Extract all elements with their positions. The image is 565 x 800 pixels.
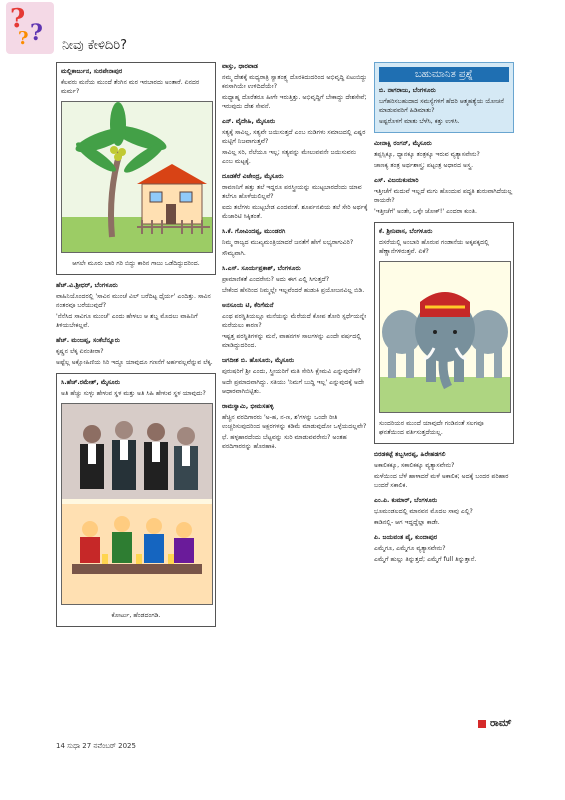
featured-question-box [374, 62, 514, 133]
question-text: ಬಗೆಹರಿಸಬಹುದಾದ ಸಮಸ್ಯೆಗಳಿಗೆ ಹೆದರಿ ಆತ್ಮಹತ್ಯೆಯ ಯೋಚನೆ ಮಾಡುವವರಿಗೆ ಹಿಡಿಮಾತು? [379, 98, 504, 114]
question-text: ತಪ್ಪಸ್ಸಿಕ್ಕೂ, ಧ್ಯಾನಕ್ಕೂ ತಂತ್ರಕ್ಕೂ ಇರುವ ವ್ಯತ್ಯಾಸವೇನು? [374, 151, 480, 158]
answer-text: ಅಷ್ಟೆಲ್ಲ ಅಕ್ಷೋಹಿಣಿಯ ಸಿರಿ ಇದ್ದೂ ಯಾವುದೂ ಗಣನೆಗೆ ಅರ್ಹವಲ್ಲವೆನ್ನುವ ಲೆಕ್ಕ. [56, 359, 213, 366]
qa-entry [222, 172, 368, 221]
question-text: ಸತ್ಯಕ್ಕೆ ಸಾವಿಲ್ಲ, ಸತ್ಯವೇ ಜಯಿಸುತ್ತದೆ ಎಂಬ ನುಡಿಗಳು ಸಮಾಜದಲ್ಲಿ ಎಷ್ಟರ ಮಟ್ಟಿಗೆ ನಿಜವಾಗುತ್ತವೆ? [222, 129, 366, 145]
question-text: ಪ್ರಾಮಾಣಿಕತೆ ಎಂದರೇನು? ಅದು ಈಗ ಎಲ್ಲಿ ಸಿಗುತ್ತದೆ? [222, 276, 330, 283]
answer-text: ಚಾಣಕ್ಯ ತಂತ್ರ ಅರ್ಥಶಾಸ್ತ್ರ; ಪಟ್ಟಂತ್ರ ಅಧಾರದ ಅಸ್ತ್ರ. [374, 162, 474, 169]
question-author: ದೂಡಕೆರೆ ವಿಜೇಂದ್ರ, ಮೈಸೂರು [222, 173, 284, 180]
question-text: ಹೆಚ್ಚಿನ ವರದಿಗಾರರು 'ಅ-ಹ, ನ-ಣ, ಶ'ಗಳನ್ನು ಒಂದೇ ರೀತಿ ಉಚ್ಚರಿಸುವುದರಿಂದ ಅಕ್ಷರಗಳನ್ನು ಕಡಿಮೆ ಮಾಡುವುದೋ ಒಳ್ಳೆಯದಲ್ಲವೇ? [222, 414, 367, 430]
qa-entry [374, 139, 514, 170]
answer-text: ಮಧ್ಯಾಹ್ನ ದೊರೆತರೂ ಹೀಗೇ ಇರುತ್ತಿತ್ತು. ಅಭಿವೃದ್ಧಿಗೆ ಬೇಕಾದ್ದು ದೇಶಸೇವೆ; ಇರುವುದು ದೇಶ ಸೇವನೆ. [222, 94, 367, 110]
question-text: ನಮ್ಮ ದೇಶಕ್ಕೆ ಮಧ್ಯರಾತ್ರಿ ಸ್ವಾತಂತ್ರ್ಯ ದೊರಕಿದುದರಿಂದ ಅಭಿವೃದ್ಧಿ ಏಟುಬಿದ್ದು ಕನಸಾಗಿಯೇ ಉಳಿದಿದೆಯೇ? [222, 74, 367, 90]
question-author: ಜಗದೀಶ ಬಿ. ಹೊಸೂರು, ಮೈಸೂರು [222, 357, 295, 364]
question-text: ದಸರೆಯಲ್ಲಿ ಅಂಬಾರಿ ಹೊರುವ ಗಂಡಾನೆಯ ಅಕ್ಕಪಕ್ಕದಲ್ಲಿ ಹೆಣ್ಣಾನೆಗಳಿರುತ್ತವೆ. ಏಕೆ? [379, 239, 489, 255]
court-box [56, 373, 216, 627]
answer-text: ಇಷ್ಟತ್ತ ಪರಸ್ಥಿತಿಗಳನ್ನು ಮನೆ, ವಾಹನಗಳ ಸಾಲಗಳನ್ನು ಎಂದೇ ವರ್ಷದಲ್ಲಿ ಮಾಡಿದ್ದುದರಿಂದ. [222, 333, 362, 349]
answer-text: ಐದು ತಲೆಗಳು ಮುಟ್ಟಬೇಡ ಎಂದವಂತೆ. ಶೂರ್ಪನಖಿಯ ತಲೆ ಸೇರಿ ಅರ್ಥಕ್ಕೆ ಮೆಜಾರಿಟಿ ಸಿಕ್ಕಿತಂತೆ. [222, 204, 368, 220]
question-author: ಅನಸೂಯ ಟಿ, ಕೆರಿಗೆಮನೆ [222, 302, 274, 309]
column-3 [374, 62, 514, 570]
qa-entry [56, 336, 216, 367]
qa-entry [56, 281, 216, 330]
question-text: ಎಮ್ಮೆಗೂ, ಎಮ್ಮೆಗೂ ವ್ಯತ್ಯಾಸವೇನು? [374, 545, 446, 552]
question-text: ನಿಮ್ಮ ರಾಜ್ಯದ ಮುಖ್ಯಮಂತ್ರಿಯಾದರೆ ಜನತೆಗೆ ಹೇಗೆ ಲಭ್ಯರಾಗುವಿರಿ? [222, 239, 354, 246]
question-author: ಹೆಚ್.ವಿ.ಶ್ರೀಧರ್, ಬೆಂಗಳೂರು [56, 282, 118, 289]
question-author: ಬಿ. ನಾಗರಾಜು, ಬೆಂಗಳೂರು [379, 87, 436, 94]
question-author: ವಾಸ್ತು, ಧಾರವಾಡ [222, 63, 258, 70]
answer-text: 'ಇತ್ತೀಚೆಗೆ' ಅಂತೇ, ಒಳ್ಳೇ ಜೋಕ್!' ಎಂದರಾ ಕುಂತಿ. [374, 208, 477, 215]
qa-entry [374, 533, 514, 564]
question-text: ಕೆಲವರು ಮನೆಯ ಮುಂದೆ ತೆಂಗಿನ ಮರ ಇರಬಾರದು ಅಂತಾರೆ. ಏನದರ ಮರ್ಮ? [61, 79, 200, 95]
qa-entry [222, 227, 368, 258]
answer-text: ಸುಂದರಿಯರ ಮುಂದೆ ಯಾವುದೇ ಗಂಡಿನಂತೆ ಸಲಗವೂ ಘನತೆಯಿಂದ ವರ್ತಿಸುತ್ತದೆಯಲ್ಲ. [379, 420, 484, 436]
answer-text: ಅಷ್ಟರೊಳಗೆ ಮಾತು ಬೆಳೆಸಿ, ಕತ್ತು ಉಳಿಸಿ. [379, 118, 460, 125]
question-author: ಎಸ್. ವಿಜಯಕುಮಾರಿ [374, 177, 419, 184]
answer-text: ಕಾಡಿನಲ್ಲಿ- ಆಗ ಇದ್ದದ್ದೆಲ್ಲಾ ಕಾಡೇ. [374, 519, 440, 526]
answer-text: 'ನೆನೆಸಿದ ಸಾವಿಗೂ ಮುಂಚೆ' ಎಂದು ಹೇಳಲು ಆ ಶಬ್ದ ಮೊದಲು ವಾಹಿನಿಗೆ ತಿಳಿಯಬೇಕಲ್ಲವೆ. [56, 313, 198, 329]
answer-text: ಸೌಮ್ಯವಾಗಿ. [222, 250, 246, 257]
coconut-tree-illustration [61, 101, 213, 253]
qa-entry [222, 62, 368, 111]
question-author: ಸಿ.ಕೆ. ಗೋವಿಂದಪ್ಪ, ಮುಂಡರಗಿ [222, 228, 286, 235]
answer-text: ಕೋರ್ಟು, ಹೆಂಡದಂಗಡಿ. [111, 612, 161, 619]
qa-entry [222, 301, 368, 350]
question-author: ಹೆಚ್. ಮಂಜಪ್ಪ, ಸಂಕೆಬೆನ್ನೂರು [56, 337, 120, 344]
qa-entry [222, 264, 368, 295]
qa-entry [374, 176, 514, 216]
question-text: ಅತಿ ಹೆಚ್ಚು ಸುಳ್ಳು ಹೇಳುವ ಸ್ಥಳ ಮತ್ತು ಅತಿ ಸಿಹಿ ಹೇಳುವ ಸ್ಥಳ ಯಾವುದು? [61, 390, 206, 397]
question-text: ಕೃಷ್ಣನ ಲೆಕ್ಕ ಏನಂತೀರಾ? [56, 348, 104, 355]
question-author: ಮೀನಾಕ್ಷಿ ರಂಗನ್, ಮೈಸೂರು [374, 140, 432, 147]
question-author: ಎಂ.ಪಿ. ಕುಮಾರ್, ಬೆಂಗಳೂರು [374, 497, 438, 504]
column-1 [56, 62, 216, 633]
answer-text: ಛೆ. ಹಳ್ಳಹಾರದೆಂದು ಬೆಟ್ಟವನ್ನು ಸುರಿ ಮಾಡುವವರೇನು? ಅಂತಹ ವರದಿಗಾರರನ್ನು ಹೊರಹಾಕಿ. [222, 434, 347, 450]
answer-text: ಆಗಲೇ ಮೂರು ಬಾರಿ ಗರಿ ಬಿದ್ದು ಕಾರಿನ ಗಾಜು ಒಡೆದಿದ್ದುದರಿಂದ. [72, 260, 200, 267]
elephant-illustration [379, 261, 511, 413]
answer-text: ಬೇಕೆಂದ ಹೆಸರಿಂದ ನಿಮ್ಮಲ್ಲೇ ಇಲ್ಲವೆಂದರೆ ಹುಡುಕಿ ಪ್ರಯೋಜನವಿಲ್ಲ ಬಿಡಿ. [222, 287, 365, 294]
court-and-bar-illustration [61, 403, 213, 605]
question-author: ಎನ್. ವೈದೇಹಿ, ಮೈಸೂರು [222, 118, 276, 125]
answer-text: ಅದೇ ಪ್ರಮಾದವಾಗಿದ್ದು. ಸತಿಯು 'ನಿಮಗೆ ಬುದ್ಧಿ ಇಲ್ಲ' ಎನ್ನುವುದಕ್ಕೆ ಅದೇ ಆಧಾರವಾಗಿಬಿಟ್ಟಿತು. [222, 379, 365, 395]
qa-entry [222, 356, 368, 396]
qa-entry [222, 117, 368, 166]
question-author: ಸಿ.ಎಸ್. ಸೂರ್ಯಪ್ರಕಾಶ್, ಬೆಂಗಳೂರು [222, 265, 301, 272]
page-header [0, 0, 565, 60]
answer-text: ಸಾವಿಲ್ಲ ಸರಿ, ನೆಲೆಯೂ ಇಲ್ಲ; ಸತ್ಯವನ್ನು ಮೇಲುವವನೇ ಜಯಿಸುವನು ಎಂಬ ಮಟ್ಟಕ್ಕೆ. [222, 149, 357, 165]
elephant-box [374, 222, 514, 444]
answer-text: ಮಳೆಯಿಂದ ಬೆಳೆ ಹಾಳಾದರೆ ಮಳೆ ಅಕಾಲಿಕ; ಅದಕ್ಕೆ ಬಂದರ ಪರಿಹಾರ ಬಂದರೆ ಸಕಾಲಿಕ. [374, 473, 509, 489]
qa-entry [374, 496, 514, 527]
question-text: ಭೂಮಂಡಲದಲ್ಲಿ ಮಾನವನ ಮೊದಲ ಸಾವು ಎಲ್ಲಿ? [374, 508, 473, 515]
question-text: ರಾವಣನಿಗೆ ಹತ್ತು ತಲೆ ಇದ್ದರೂ ಪರಸ್ತ್ರೀಯನ್ನು ಮುಟ್ಟಬಾರದೆಂದು ಯಾವ ತಲೆಗೂ ಹೊಳೆಯಲಿಲ್ಲವೆ? [222, 184, 362, 200]
question-author: ಸಿ.ಹೆಚ್.ರಮೇಶ್, ಮೈಸೂರು [61, 379, 121, 386]
qa-entry [222, 402, 368, 451]
question-text: ಎಂಥ ಪರಸ್ಥಿತಿಯಲ್ಲೂ ಮನೆಯನ್ನು ಮೆರೆಯದೆ ಕೋಪ ತೋರಿ ಸ್ಪರ್ಧೆಯನ್ನೇ ಮರೆಯಲು ಕಾರಣ? [222, 313, 367, 329]
magazine-logo [6, 2, 54, 54]
qa-entry [374, 450, 514, 490]
question-mark-icon: ? [30, 20, 43, 46]
answer-text: ಎಮ್ಮೆಗೆ ಹುಲ್ಲು ತಿನ್ನುತ್ತದೆ; ಎಮ್ಮೆಗೆ full ತಿನ್ನುತ್ತಾನೆ. [374, 556, 477, 563]
question-text: ಇತ್ತೀಚೆಗೆ ಮದುವೆ ಇಲ್ಲದೆ ಮಗು ಹೊಂದುವ ಪದ್ಧತಿ ಶುರುವಾಗಿದೆಯಲ್ಲ ರಾಯರೇ? [374, 188, 513, 204]
question-text: ಪುರುಷರಿಗೆ ಶ್ರೀ ಎಂದು, ಸ್ತ್ರೀಯರಿಗೆ ಮತಿ ಸೇರಿಸಿ ಕ್ಷೇಮವಿ ಎನ್ನುವುದೇಕೆ? [222, 368, 361, 375]
question-mark-icon: ? [18, 28, 29, 49]
section-title: ನೀವು ಕೇಳಿದಿರಿ? [62, 38, 128, 53]
question-author: ಕೆ. ಶ್ರೀನಿವಾಸ, ಬೆಂಗಳೂರು [379, 228, 433, 235]
end-mark-icon [478, 720, 486, 728]
question-text: ಅಕಾಲಿಕಕ್ಕೂ, ಸಕಾಲಿಕಕ್ಕೂ ವ್ಯತ್ಯಾಸವೇನು? [374, 462, 455, 469]
question-author: ಬಿರಡಕಟ್ಟೆ ತಬ್ಬಸೀರಪ್ಪ, ಹಿರೇಹಡಗಲಿ [374, 451, 446, 458]
question-author: ಮಲ್ಲಿಕಾರ್ಜುನ, ಸುರಪೇನಾಪುರ [61, 68, 123, 75]
question-author: ಪಿ. ಜಯವಂತ ಪೈ, ಕುಂದಾಪುರ [374, 534, 438, 541]
question-mark-icon: ? [10, 4, 26, 34]
question-text: ವಾಹಿನಿಯೊಂದರಲ್ಲಿ 'ಸಾವಿನ ಮುಂಚೆ ವಿಲ್ ಬರೆದಿಟ್ಟ ಧೈರ್ಯ' ಎಂದಿತ್ತು. ಸಾವಿನ ನಂತರವೂ ಬರೆಯುವುದೆ? [56, 293, 211, 309]
column-2 [222, 62, 368, 457]
featured-title: ಬಹುಮಾನಿತ ಪ್ರಶ್ನೆ [379, 67, 509, 82]
page-footer: 14 ಸುಧಾ 27 ನವೆಂಬರ್ 2025 [56, 742, 136, 750]
coconut-box [56, 62, 216, 275]
signature: ರಾಮ್ [490, 718, 512, 729]
question-author: ರಾಮಸ್ವಾಮಿ, ಭೀಮಸಹಳ್ಳಿ [222, 403, 274, 410]
